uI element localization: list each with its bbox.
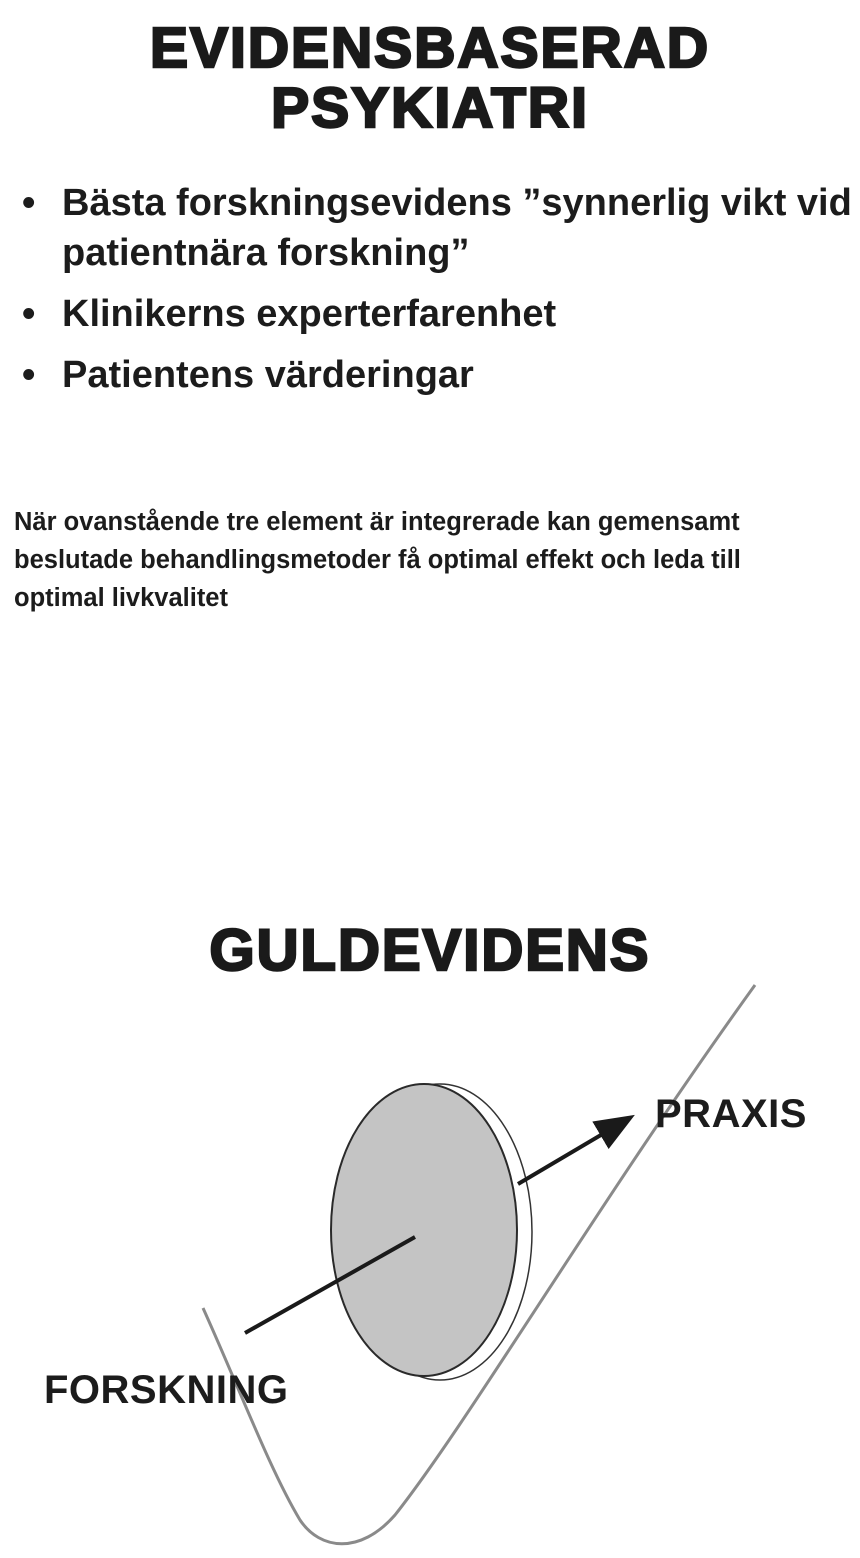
praxis-arrow-icon [518,1119,628,1184]
bullet-dot-icon: • [22,293,36,335]
title-line-1: EVIDENSBASERAD [149,16,711,80]
summary-paragraph: När ovanstående tre element är integrerade kan gemensamt beslutade behandlingsmetoder få optimal effekt och leda till optimal livkvalitet [14,508,741,612]
praxis-label: PRAXIS [655,1092,807,1136]
evidence-disc [331,1084,517,1376]
bullet-text: Patientens värderingar [62,354,474,396]
title-line-2: PSYKIATRI [271,76,589,140]
forskning-label: FORSKNING [44,1368,289,1412]
bullet-text: Bästa forskningsevidens ”synnerlig vikt vid patientnära forskning” [62,182,852,274]
bullet-dot-icon: • [22,182,36,224]
bullet-text: Klinikerns experterfarenhet [62,293,557,335]
diagram-title: GULDEVIDENS [209,918,651,983]
bullet-dot-icon: • [22,354,36,396]
